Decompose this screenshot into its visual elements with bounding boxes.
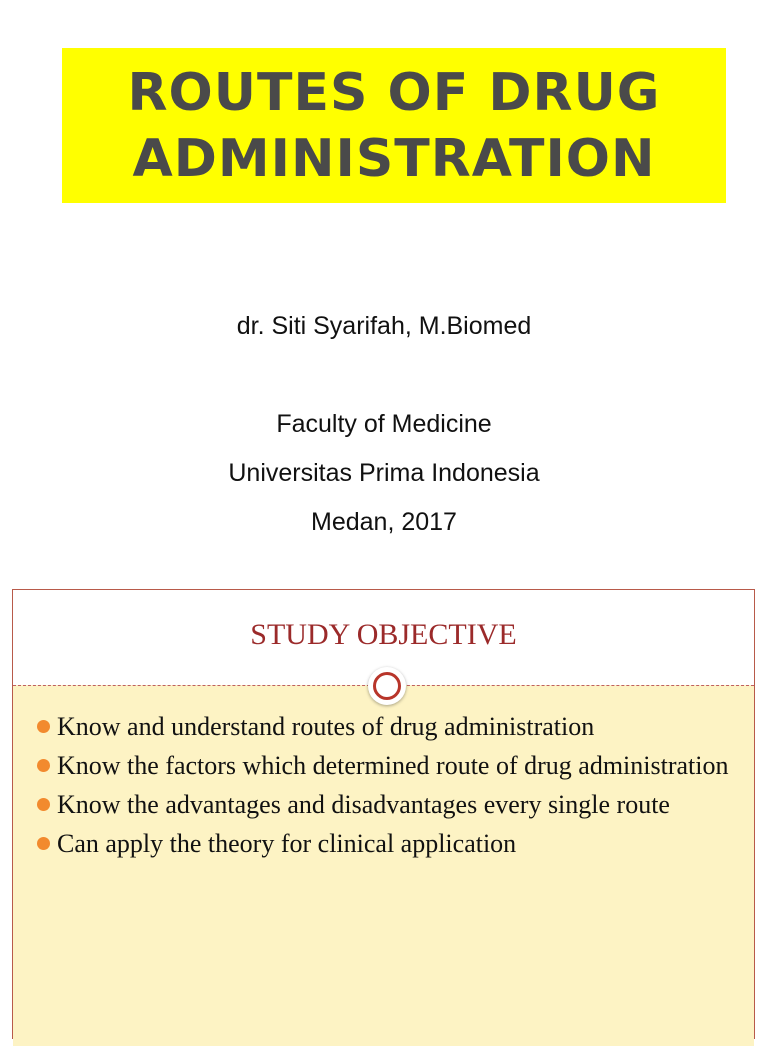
- faculty-name: Faculty of Medicine: [276, 410, 492, 438]
- bullet-dot-icon: [37, 837, 50, 850]
- bullet-dot-icon: [37, 759, 50, 772]
- list-item: [35, 788, 745, 821]
- divider-circle-icon: [368, 667, 406, 705]
- objective-text: Know and understand routes of drug administration: [57, 712, 595, 741]
- title-banner: [62, 48, 726, 203]
- title-line-2: ADMINISTRATION: [132, 128, 656, 189]
- list-item: [35, 749, 745, 782]
- bullet-dot-icon: [37, 798, 50, 811]
- study-objective-slide: [12, 589, 755, 1039]
- bullet-dot-icon: [37, 720, 50, 733]
- objectives-list: [35, 710, 745, 866]
- list-item: [35, 827, 745, 860]
- title-line-1: ROUTES OF DRUG: [127, 62, 661, 123]
- study-objective-heading: STUDY OBJECTIVE: [250, 618, 517, 651]
- university-name: Universitas Prima Indonesia: [228, 459, 540, 487]
- divider-ring: [373, 672, 401, 700]
- objective-text: Know the factors which determined route of drug administration: [57, 751, 729, 780]
- list-item: [35, 710, 745, 743]
- objective-text: Can apply the theory for clinical application: [57, 829, 517, 858]
- location-year: Medan, 2017: [311, 508, 457, 536]
- author-name: dr. Siti Syarifah, M.Biomed: [236, 312, 532, 340]
- objective-text: Know the advantages and disadvantages every single route: [57, 790, 670, 819]
